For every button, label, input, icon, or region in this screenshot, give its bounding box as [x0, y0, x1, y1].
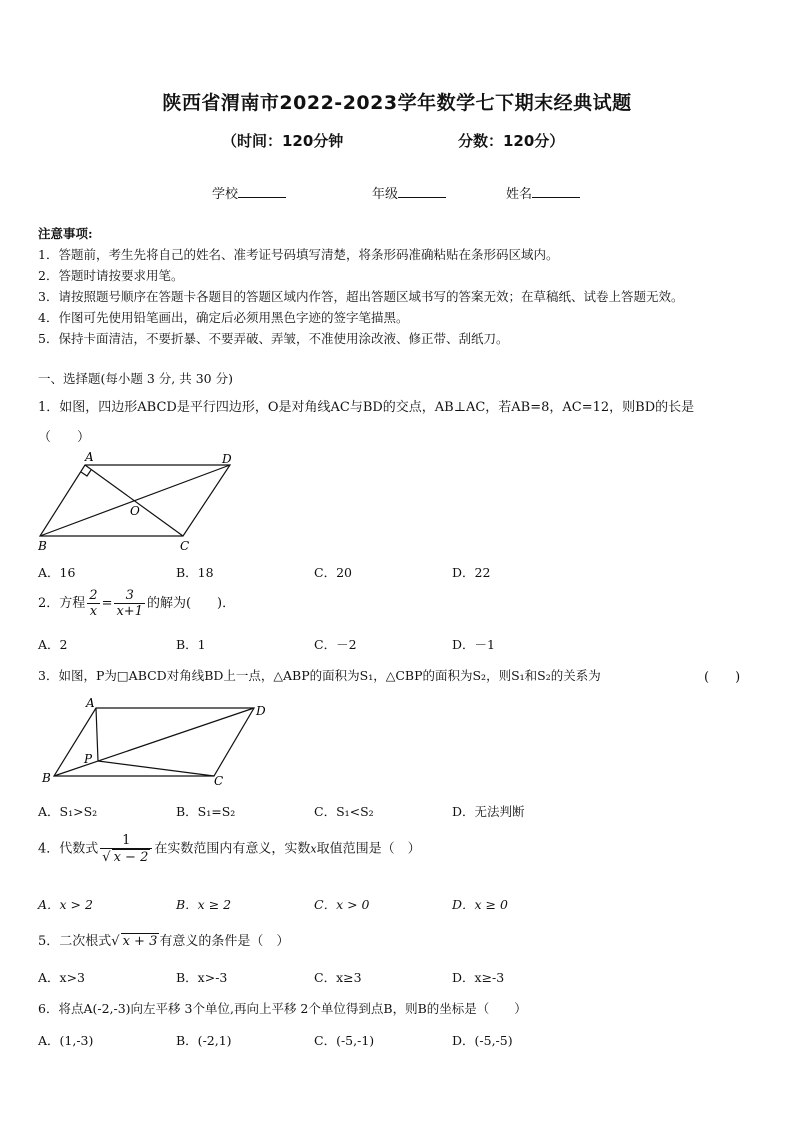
q1-option-c[interactable]: C．20 [314, 565, 352, 580]
q5-option-a[interactable]: A．x>3 [38, 970, 86, 985]
label-a: A [86, 696, 95, 710]
q5-suffix: 有意义的条件是（ ） [159, 934, 290, 949]
q2-option-d[interactable]: D．－1 [452, 637, 495, 652]
q2-option-c[interactable]: C．－2 [314, 637, 357, 652]
question-3-text: 3．如图，P为□ABCD对角线BD上一点，△ABP的面积为S₁，△CBP的面积为S₂，则S₁和S₂的关系为 [38, 668, 601, 683]
q4-radical-sign: √ [102, 850, 111, 865]
question-5-text [38, 930, 289, 949]
q2-fraction-right [114, 588, 145, 619]
q2-prefix: 2．方程 [38, 596, 86, 611]
q1-option-a[interactable]: A．16 [38, 565, 76, 580]
label-b: B [38, 539, 47, 553]
q4-suffix: 在实数范围内有意义，实数 [154, 841, 311, 857]
q2-option-a[interactable]: A．2 [38, 637, 68, 652]
section-heading: 一、选择题(每小题 3 分, 共 30 分) [38, 371, 233, 386]
label-c: C [180, 539, 190, 553]
q5-prefix: 5．二次根式 [38, 934, 112, 949]
q2-option-b[interactable]: B．1 [176, 637, 206, 652]
label-d: D [222, 452, 232, 466]
note-item: 4．作图可先使用铅笔画出，确定后必须用黑色字迹的签字笔描黑。 [38, 310, 409, 325]
name-label: 姓名 [506, 187, 533, 202]
q2-fraction-left [87, 588, 99, 619]
name-field [506, 183, 580, 202]
q5-option-b[interactable]: B．x>-3 [176, 970, 228, 985]
q1-option-b[interactable]: B．18 [176, 565, 214, 580]
q5-radicand: x + 3 [122, 934, 158, 949]
q2-frac1-num: 2 [89, 588, 98, 603]
school-blank [238, 185, 286, 198]
label-a: A [85, 450, 94, 464]
q3-option-b[interactable]: B．S₁=S₂ [176, 804, 236, 819]
q2-frac2-num: 3 [125, 588, 134, 603]
q4-prefix: 4．代数式 [38, 841, 99, 857]
note-item: 1．答题前，考生先将自己的姓名、准考证号码填写清楚，将条形码准确粘贴在条形码区域内。 [38, 247, 559, 262]
parallelogram-figure-1 [30, 448, 245, 556]
q4-option-d[interactable]: D．x ≥ 0 [452, 897, 508, 912]
question-3-paren: ( ) [704, 670, 741, 685]
question-6-text: 6．将点A(-2,-3)向左平移 3个单位,再向上平移 2个单位得到点B，则B的坐标是（ ） [38, 1001, 527, 1016]
label-p: P [84, 752, 93, 766]
q4-option-a[interactable]: A．x > 2 [38, 897, 93, 912]
q2-suffix: 的解为( )． [146, 596, 236, 611]
notes-heading: 注意事项: [38, 226, 93, 241]
q6-option-b[interactable]: B．(-2,1) [176, 1033, 232, 1048]
time-info: （时间：120分钟 [222, 132, 344, 150]
q4-frac-num: 1 [122, 833, 131, 848]
question-1-paren: （ ） [38, 430, 91, 445]
q5-option-c[interactable]: C．x≥3 [314, 970, 362, 985]
parallelogram-figure-2 [34, 694, 274, 790]
question-2-text [38, 588, 235, 619]
label-o: O [130, 504, 140, 518]
q3-option-a[interactable]: A．S₁>S₂ [38, 804, 98, 819]
q4-radicand: x − 2 [113, 850, 149, 865]
page-title: 陕西省渭南市2022-2023学年数学七下期末经典试题 [162, 92, 632, 114]
note-item: 3．请按照题号顺序在答题卡各题目的答题区域内作答，超出答题区域书写的答案无效；在草稿纸、试卷上答题无效。 [38, 289, 684, 304]
question-4-text [38, 833, 421, 865]
note-item: 5．保持卡面清洁，不要折暴、不要弄破、弄皱，不准使用涂改液、修正带、刮纸刀。 [38, 331, 509, 346]
q4-suffix2: 取值范围是（ ） [316, 841, 421, 857]
name-blank [532, 185, 580, 198]
label-b: B [42, 771, 51, 785]
q3-option-c[interactable]: C．S₁<S₂ [314, 804, 374, 819]
q4-option-c[interactable]: C．x > 0 [314, 897, 370, 912]
grade-field [372, 183, 446, 202]
grade-blank [398, 185, 446, 198]
q2-frac2-den: x+1 [116, 604, 143, 619]
q4-option-b[interactable]: B．x ≥ 2 [176, 897, 232, 912]
q2-frac1-den: x [87, 603, 99, 619]
q3-option-d[interactable]: D．无法判断 [452, 804, 525, 819]
q6-option-a[interactable]: A．(1,-3) [38, 1033, 94, 1048]
q5-option-d[interactable]: D．x≥-3 [452, 970, 505, 985]
q6-option-d[interactable]: D．(-5,-5) [452, 1033, 513, 1048]
label-d: D [256, 704, 266, 718]
q5-radical-sign: √ [111, 934, 120, 949]
school-label: 学校 [212, 187, 239, 202]
q6-option-c[interactable]: C．(-5,-1) [314, 1033, 375, 1048]
q1-option-d[interactable]: D．22 [452, 565, 491, 580]
q4-variable: x [310, 842, 317, 856]
school-field [212, 183, 286, 202]
q4-fraction [100, 833, 152, 865]
note-item: 2．答题时请按要求用笔。 [38, 268, 184, 283]
question-1-text: 1．如图，四边形ABCD是平行四边形，O是对角线AC与BD的交点，AB⊥AC，若AB=8，AC=12，则BD的长是 [38, 400, 695, 415]
label-c: C [214, 774, 224, 788]
grade-label: 年级 [372, 187, 399, 202]
q4-frac-den [100, 848, 152, 865]
q2-equals: = [101, 596, 113, 611]
score-info: 分数：120分） [458, 132, 565, 150]
